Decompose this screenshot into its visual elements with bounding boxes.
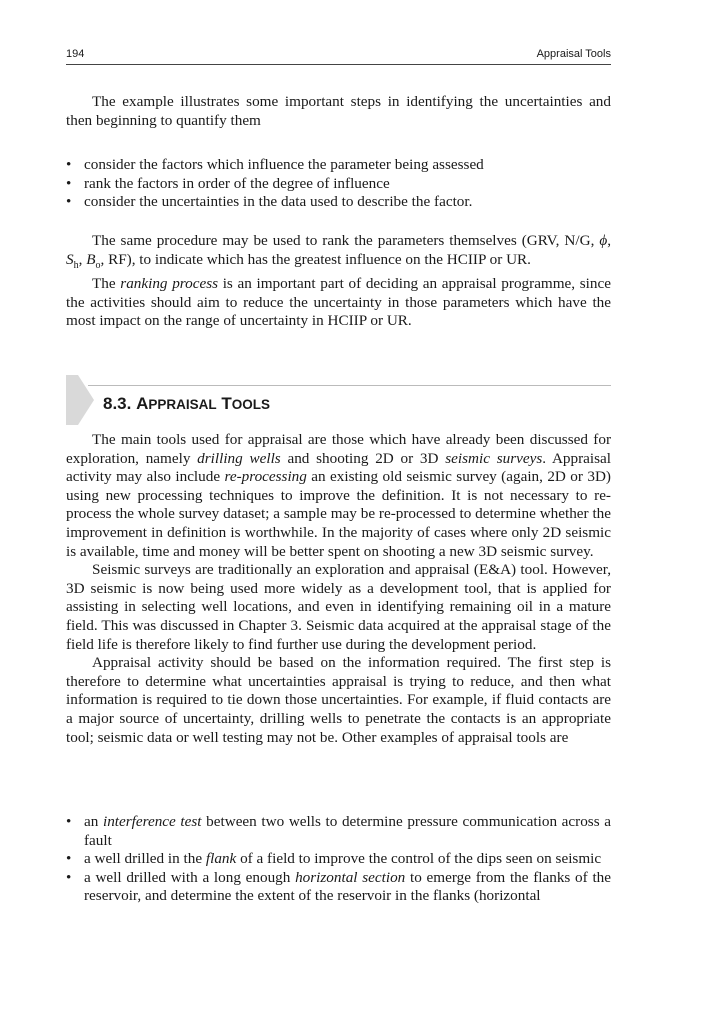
list-item: • a well drilled in the flank of a field to improve the control of the dips seen on seismic (66, 850, 602, 868)
list-item: • an interference test between two wells to determine pressure communication across a fault (66, 813, 612, 849)
paragraph: Seismic surveys are traditionally an exploration and appraisal (E&A) tool. However, 3D seismic is now being used more widely as a development tool, that is applied for assisting in selecting well locations, and even in identifying remaining oil in a mature field. This was discussed in Chapter 3. Seismic data acquired at the appraisal stage of the field life is therefore likely to find further use during the development period. (66, 561, 611, 653)
intro-paragraph: The example illustrates some important steps in identifying the uncertainties and then beginning to quantify them (66, 93, 611, 129)
intro-block (66, 93, 611, 130)
bullet-icon: • (66, 868, 72, 886)
list-item: • consider the uncertainties in the data used to describe the factor. (66, 193, 473, 211)
paragraph: Appraisal activity should be based on the information required. The first step is therefore to determine what uncertainties appraisal is trying to reduce, and then what information is required to tie down those uncertainties. For example, if fluid contacts are a major source of uncertainty, drilling wells to penetrate the contacts is an appropriate tool; seismic data or well testing may not be. Other examples of appraisal tools are (66, 654, 611, 746)
page-number: 194 (66, 48, 85, 60)
list-item: • consider the factors which influence the parameter being assessed (66, 156, 484, 173)
section-heading (66, 350, 611, 430)
running-header (66, 46, 611, 65)
ranking-paragraph: The ranking process is an important part of deciding an appraisal programme, since the activities should aim to reduce the uncertainty in those parameters which have the most impact on the range of uncertainty in HCIIP or UR. (66, 275, 611, 330)
intro-bullets-block (66, 156, 611, 212)
ranking-block (66, 232, 611, 331)
bullet-icon: • (66, 813, 72, 830)
bullet-icon: • (66, 156, 72, 173)
list-item: • a well drilled with a long enough horizontal section to emerge from the flanks of the reservoir, and determine the extent of the reservoir in the flanks (horizontal (66, 868, 611, 905)
section-title: 8.3. APPRAISAL TOOLS (103, 394, 271, 413)
running-title: Appraisal Tools (536, 48, 611, 60)
intro-bullet-list (66, 156, 611, 212)
bullet-icon: • (66, 850, 72, 868)
procedure-paragraph: The same procedure may be used to rank the parameters themselves (GRV, N/G, ϕ, $S_h$, $B_o$, RF), to indicate which has the greatest influence on the HCIIP or UR. (66, 232, 611, 271)
tools-bullet-list (66, 813, 611, 906)
paragraph: The main tools used for appraisal are those which have already been discussed for exploration, namely drilling wells and shooting 2D or 3D seismic surveys. Appraisal activity may also include re-processing an existing old seismic survey (again, 2D or 3D) using new processing techniques to improve the definition. It is not necessary to re-process the whole survey dataset; a sample may be re-processed to determine whether the improvement in definition is worthwhile. In the majority of cases where only 2D seismic is available, time and money will be better spent on shooting a new 3D seismic survey. (66, 431, 611, 560)
bullet-icon: • (66, 174, 72, 192)
bullet-icon: • (66, 193, 72, 211)
section-rule (88, 385, 611, 386)
tools-bullets-block (66, 813, 611, 906)
chevron-right-icon (66, 375, 94, 425)
section-body (66, 431, 611, 747)
list-item: • rank the factors in order of the degree of influence (66, 174, 390, 192)
